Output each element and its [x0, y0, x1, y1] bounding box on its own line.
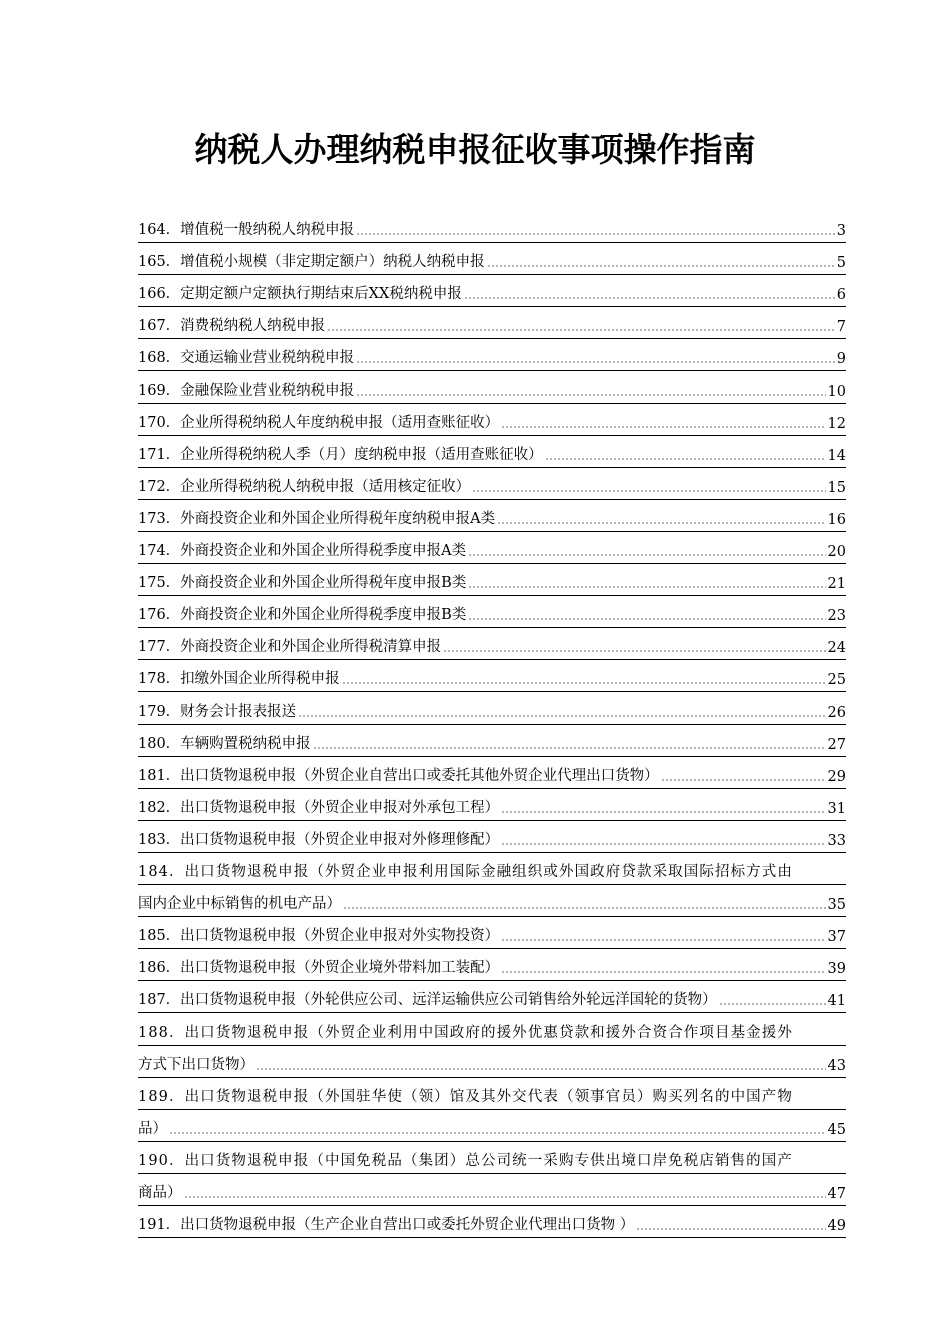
toc-dot-leader [545, 458, 826, 460]
toc-entry[interactable] [138, 1014, 846, 1078]
toc-entry[interactable] [138, 1078, 846, 1142]
toc-entry-text: 169．金融保险业营业税纳税申报 [138, 382, 355, 399]
toc-dot-leader [501, 971, 825, 973]
toc-entry-line [138, 789, 846, 821]
toc-entry[interactable] [138, 1142, 846, 1206]
toc-page-number: 15 [827, 479, 846, 496]
toc-entry[interactable] [138, 789, 846, 821]
toc-entry-first-line [138, 853, 846, 885]
toc-entry-line [138, 1174, 846, 1206]
toc-entry-line [138, 307, 846, 339]
toc-page-number: 41 [827, 993, 846, 1010]
toc-page-number: 35 [827, 897, 846, 913]
toc-entry-line [138, 757, 846, 789]
toc-entry-text: 178．扣缴外国企业所得税申报 [138, 671, 340, 688]
toc-entry[interactable] [138, 404, 846, 436]
toc-entry[interactable] [138, 853, 846, 917]
toc-entry[interactable] [138, 725, 846, 757]
toc-entry[interactable] [138, 596, 846, 628]
toc-entry-first-line [138, 1142, 846, 1174]
toc-entry[interactable] [138, 981, 846, 1013]
toc-entry-line [138, 532, 846, 564]
toc-entry[interactable] [138, 564, 846, 596]
toc-dot-leader [443, 650, 825, 652]
toc-entry-text: 190．出口货物退税申报（中国免税品（集团）总公司统一采购专供出境口岸免税店销售的国产 [138, 1152, 793, 1169]
toc-dot-leader [468, 554, 825, 556]
toc-page-number: 49 [827, 1218, 846, 1235]
toc-entry-text: 品） [138, 1120, 167, 1137]
toc-entry-text: 177．外商投资企业和外国企业所得税清算申报 [138, 639, 442, 656]
toc-entry-text: 179．财务会计报表报送 [138, 703, 297, 720]
toc-page-number: 24 [827, 640, 846, 657]
toc-entry-line [138, 596, 846, 628]
toc-entry-line [138, 275, 846, 307]
toc-page-number: 29 [827, 768, 846, 785]
toc-entry[interactable] [138, 372, 846, 404]
toc-entry-line [138, 693, 846, 725]
toc-entry[interactable] [138, 628, 846, 660]
toc-entry-line [138, 372, 846, 404]
toc-entry[interactable] [138, 1206, 846, 1238]
toc-entry[interactable] [138, 307, 846, 339]
toc-entry-line [138, 1046, 846, 1078]
toc-entry[interactable] [138, 693, 846, 725]
toc-page-number: 10 [827, 383, 846, 400]
toc-page-number: 12 [827, 415, 846, 432]
toc-page-number: 45 [827, 1121, 846, 1138]
toc-entry-text: 商品） [138, 1184, 182, 1201]
toc-entry-line [138, 564, 846, 596]
toc-entry-line [138, 404, 846, 436]
toc-dot-leader [468, 586, 825, 588]
toc-dot-leader [464, 297, 835, 299]
toc-page-number: 14 [827, 447, 846, 464]
toc-entry-text: 182．出口货物退税申报（外贸企业申报对外承包工程） [138, 799, 500, 816]
toc-page-number: 21 [827, 576, 846, 593]
toc-dot-leader [356, 361, 835, 363]
toc-entry-line [138, 243, 846, 275]
toc-entry-text: 173．外商投资企业和外国企业所得税年度纳税申报A类 [138, 510, 496, 527]
toc-dot-leader [356, 394, 825, 396]
toc-dot-leader [356, 233, 835, 235]
toc-page-number: 47 [827, 1185, 846, 1202]
toc-entry-text: 168．交通运输业营业税纳税申报 [138, 350, 355, 367]
toc-entry-text: 183．出口货物退税申报（外贸企业申报对外修理修配） [138, 831, 500, 848]
toc-entry-text: 165．增值税小规模（非定期定额户）纳税人纳税申报 [138, 254, 485, 271]
toc-entry-line [138, 821, 846, 853]
toc-dot-leader [497, 522, 825, 524]
toc-entry-text: 172．企业所得税纳税人纳税申报（适用核定征收） [138, 478, 471, 495]
toc-dot-leader [343, 907, 826, 909]
toc-entry[interactable] [138, 660, 846, 692]
toc-entry-text: 国内企业中标销售的机电产品） [138, 896, 341, 912]
toc-entry-line [138, 211, 846, 243]
toc-dot-leader [661, 779, 826, 781]
toc-entry[interactable] [138, 275, 846, 307]
page-title: 纳税人办理纳税申报征收事项操作指南 [194, 130, 756, 169]
toc-dot-leader [313, 747, 826, 749]
toc-entry-line [138, 917, 846, 949]
toc-dot-leader [342, 682, 826, 684]
toc-dot-leader [487, 265, 835, 267]
toc-page-number: 27 [827, 736, 846, 753]
toc-dot-leader [256, 1068, 826, 1070]
toc-dot-leader [719, 1003, 826, 1005]
toc-page-number: 37 [827, 929, 846, 946]
toc-entry-first-line [138, 1078, 846, 1110]
toc-entry-text: 176．外商投资企业和外国企业所得税季度申报B类 [138, 607, 467, 624]
toc-dot-leader [501, 426, 825, 428]
toc-entry-line [138, 1110, 846, 1142]
toc-entry-line [138, 949, 846, 981]
toc-entry[interactable] [138, 821, 846, 853]
toc-dot-leader [636, 1228, 825, 1230]
toc-dot-leader [501, 939, 825, 941]
toc-page-number: 31 [827, 800, 846, 817]
toc-dot-leader [184, 1196, 826, 1198]
toc-entry-text: 184．出口货物退税申报（外贸企业申报利用国际金融组织或外国政府贷款采取国际招标方式由 [138, 864, 793, 880]
toc-dot-leader [501, 843, 825, 845]
toc-page-number: 6 [836, 287, 846, 304]
toc-page-number: 26 [827, 704, 846, 721]
toc-entry-text: 164．增值税一般纳税人纳税申报 [138, 222, 355, 238]
toc-entry-text: 174．外商投资企业和外国企业所得税季度申报A类 [138, 543, 467, 559]
toc-entry[interactable] [138, 211, 846, 243]
toc-dot-leader [327, 329, 835, 331]
toc-entry-line [138, 885, 846, 917]
toc-dot-leader [169, 1132, 826, 1134]
toc-dot-leader [298, 715, 825, 717]
toc-entry-line [138, 725, 846, 757]
toc-entry[interactable] [138, 532, 846, 564]
toc-entry-line [138, 468, 846, 500]
toc-entry-text: 191．出口货物退税申报（生产企业自营出口或委托外贸企业代理出口货物 ） [138, 1217, 635, 1234]
toc-entry-text: 166．定期定额户定额执行期结束后XX税纳税申报 [138, 286, 462, 303]
toc-entry[interactable] [138, 339, 846, 371]
toc-page-number: 5 [836, 255, 846, 272]
toc-entry-text: 180．车辆购置税纳税申报 [138, 735, 311, 752]
toc-page-number: 43 [827, 1057, 846, 1074]
toc-entry-text: 188．出口货物退税申报（外贸企业利用中国政府的援外优惠贷款和援外合资合作项目基金援外 [138, 1024, 793, 1041]
toc-entry-text: 方式下出口货物） [138, 1056, 254, 1073]
toc-entry-text: 175．外商投资企业和外国企业所得税年度申报B类 [138, 575, 467, 592]
toc-entry-line [138, 660, 846, 692]
toc-entry[interactable] [138, 949, 846, 981]
toc-page-number: 3 [836, 223, 846, 239]
toc-page-number: 23 [827, 608, 846, 625]
toc-entry-text: 189．出口货物退税申报（外国驻华使（领）馆及其外交代表（领事官员）购买列名的中国产物 [138, 1088, 793, 1105]
toc-page-number: 39 [827, 961, 846, 978]
toc-entry-text: 181．出口货物退税申报（外贸企业自营出口或委托其他外贸企业代理出口货物） [138, 767, 659, 784]
toc-entry-text: 171．企业所得税纳税人季（月）度纳税申报（适用查账征收） [138, 446, 543, 463]
toc-entry[interactable] [138, 468, 846, 500]
toc-entry-line [138, 628, 846, 660]
toc-entry-line [138, 1206, 846, 1238]
toc-page-number: 9 [836, 351, 846, 368]
toc-entry-first-line [138, 1014, 846, 1046]
toc-entry-text: 170．企业所得税纳税人年度纳税申报（适用查账征收） [138, 414, 500, 431]
toc-entry-line [138, 436, 846, 468]
toc-entry[interactable] [138, 500, 846, 532]
toc-entry[interactable] [138, 757, 846, 789]
toc-entry[interactable] [138, 917, 846, 949]
toc-entry[interactable] [138, 243, 846, 275]
toc-dot-leader [468, 618, 825, 620]
toc-page-number: 16 [827, 511, 846, 528]
toc-entry-text: 186．出口货物退税申报（外贸企业境外带料加工装配） [138, 960, 500, 977]
toc-entry-text: 167．消费税纳税人纳税申报 [138, 318, 326, 335]
toc-dot-leader [501, 811, 825, 813]
toc-page-number: 7 [836, 319, 846, 336]
toc-page-number: 33 [827, 832, 846, 849]
toc-entry-line [138, 981, 846, 1013]
toc-dot-leader [472, 490, 825, 492]
toc-entry[interactable] [138, 436, 846, 468]
toc-entry-line [138, 339, 846, 371]
toc-entry-line [138, 500, 846, 532]
toc-page-number: 25 [827, 672, 846, 689]
toc-page-number: 20 [827, 544, 846, 560]
toc-entry-text: 187．出口货物退税申报（外轮供应公司、远洋运输供应公司销售给外轮远洋国轮的货物） [138, 992, 717, 1009]
toc-entry-text: 185．出口货物退税申报（外贸企业申报对外实物投资） [138, 928, 500, 945]
